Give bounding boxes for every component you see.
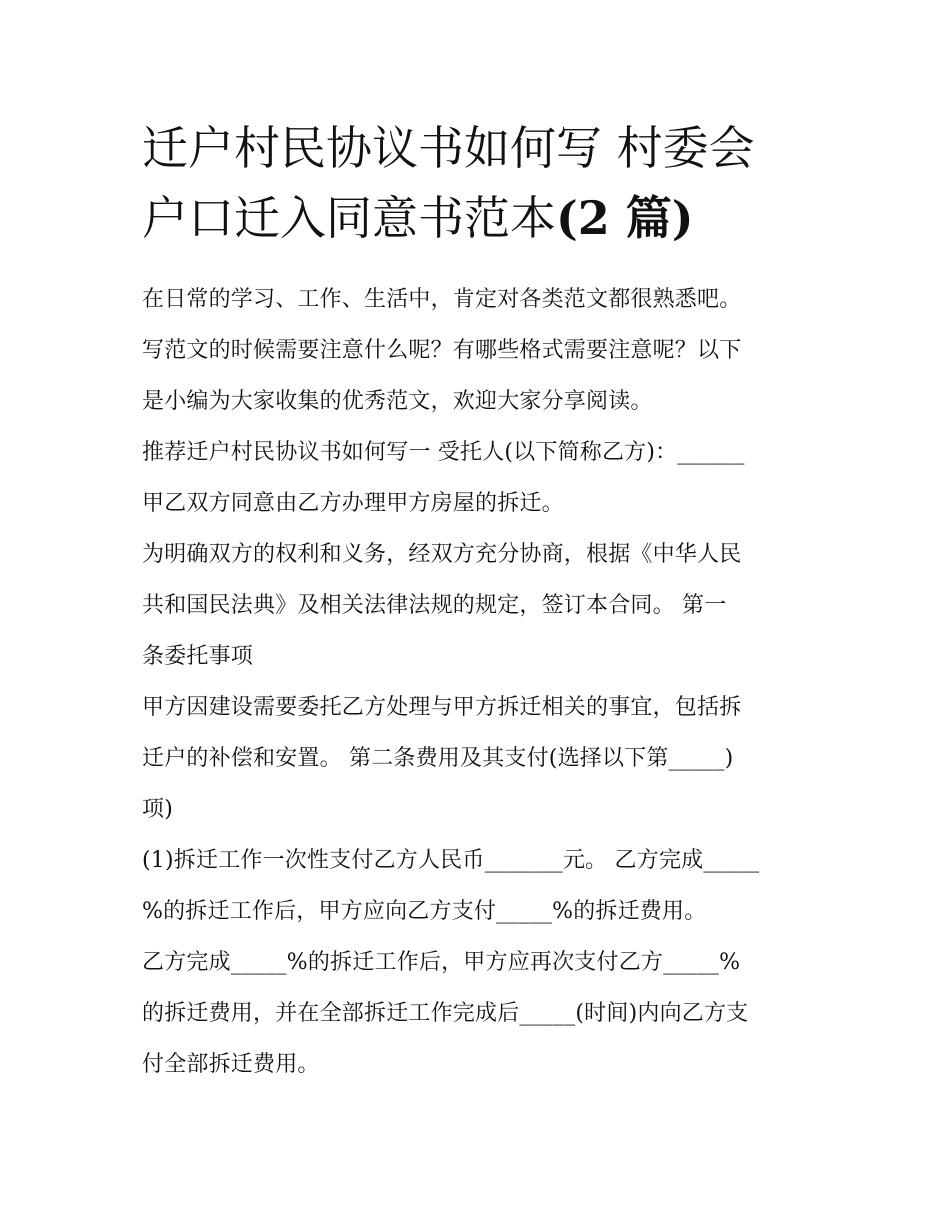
- body-line: %的拆迁工作后，甲方应向乙方支付_____%的拆迁费用。: [142, 899, 707, 924]
- body-line: 推荐迁户村民协议书如何写一 受托人(以下简称乙方)：______: [142, 440, 745, 465]
- body-line: 付全部拆迁费用。: [142, 1052, 320, 1077]
- body-line: (1)拆迁工作一次性支付乙方人民币_______元。 乙方完成_____: [142, 848, 760, 873]
- body-line: 甲乙双方同意由乙方办理甲方房屋的拆迁。: [142, 491, 564, 516]
- body-line: 的拆迁费用，并在全部拆迁工作完成后_____(时间)内向乙方支: [142, 1001, 749, 1026]
- body-line: 乙方完成_____%的拆迁工作后，甲方应再次支付乙方_____%: [142, 950, 741, 975]
- title-line-1: 迁户村民协议书如何写 村委会: [142, 121, 755, 175]
- title-count: (2 篇): [556, 191, 694, 245]
- body-line: 迁户的补偿和安置。 第二条费用及其支付(选择以下第_____): [142, 746, 734, 771]
- body-line: 写范文的时候需要注意什么呢？有哪些格式需要注意呢？以下: [142, 338, 742, 363]
- body-line: 条委托事项: [142, 644, 254, 669]
- title-line-2-text: 户口迁入同意书范本: [142, 191, 556, 245]
- title-line-2: [142, 183, 694, 253]
- body-line: 甲方因建设需要委托乙方处理与甲方拆迁相关的事宜，包括拆: [142, 695, 742, 720]
- body-line: 是小编为大家收集的优秀范文，欢迎大家分享阅读。: [142, 389, 653, 414]
- body-line: 项): [142, 797, 173, 822]
- body-line: 为明确双方的权利和义务，经双方充分协商，根据《中华人民: [142, 542, 742, 567]
- body-line: 在日常的学习、工作、生活中，肯定对各类范文都很熟悉吧。: [142, 287, 742, 312]
- body-line: 共和国民法典》及相关法律法规的规定，签订本合同。 第一: [142, 593, 727, 618]
